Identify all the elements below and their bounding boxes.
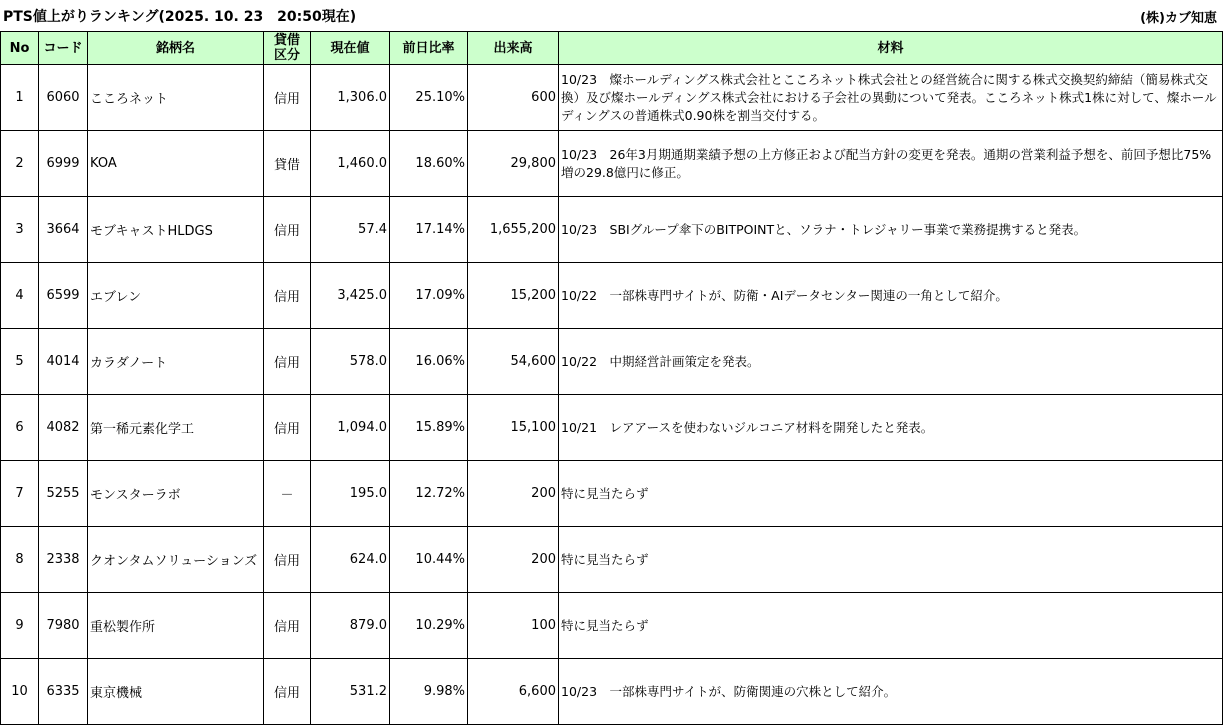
cell-price: 879.0 xyxy=(311,593,390,659)
table-row xyxy=(1,461,1223,527)
cell-note: 特に見当たらず xyxy=(559,593,1223,659)
col-header-code: コード xyxy=(39,32,88,65)
cell-kubun: 信用 xyxy=(264,65,311,131)
cell-note: 10/23 26年3月期通期業績予想の上方修正および配当方針の変更を発表。通期の営業利益予想を、前回予想比75%増の29.8億円に修正。 xyxy=(559,131,1223,197)
cell-code: 3664 xyxy=(39,197,88,263)
col-header-price: 現在値 xyxy=(311,32,390,65)
cell-kubun: 信用 xyxy=(264,527,311,593)
cell-name: 東京機械 xyxy=(88,659,264,725)
col-header-no: No xyxy=(1,32,39,65)
col-header-kubun-line2: 区分 xyxy=(273,48,300,63)
cell-price: 578.0 xyxy=(311,329,390,395)
cell-no: 6 xyxy=(1,395,39,461)
cell-no: 7 xyxy=(1,461,39,527)
table-row xyxy=(1,527,1223,593)
cell-name: モブキャストHLDGS xyxy=(88,197,264,263)
cell-name: 第一稀元素化学工 xyxy=(88,395,264,461)
cell-price: 57.4 xyxy=(311,197,390,263)
col-header-change: 前日比率 xyxy=(390,32,468,65)
cell-volume: 200 xyxy=(468,527,559,593)
page-title: PTS値上がりランキング(2025. 10. 23 20:50現在) xyxy=(3,9,357,25)
cell-note: 特に見当たらず xyxy=(559,527,1223,593)
cell-note: 特に見当たらず xyxy=(559,461,1223,527)
cell-name: 重松製作所 xyxy=(88,593,264,659)
col-header-volume: 出来高 xyxy=(468,32,559,65)
table-row xyxy=(1,197,1223,263)
cell-change: 12.72% xyxy=(390,461,468,527)
cell-name: エブレン xyxy=(88,263,264,329)
cell-kubun: 信用 xyxy=(264,659,311,725)
cell-kubun: 信用 xyxy=(264,263,311,329)
cell-name: こころネット xyxy=(88,65,264,131)
cell-no: 8 xyxy=(1,527,39,593)
cell-change: 25.10% xyxy=(390,65,468,131)
cell-name: クオンタムソリューションズ xyxy=(88,527,264,593)
cell-change: 17.14% xyxy=(390,197,468,263)
cell-price: 624.0 xyxy=(311,527,390,593)
table-row xyxy=(1,65,1223,131)
cell-kubun: 信用 xyxy=(264,593,311,659)
cell-price: 3,425.0 xyxy=(311,263,390,329)
cell-no: 5 xyxy=(1,329,39,395)
col-header-name: 銘柄名 xyxy=(88,32,264,65)
cell-volume: 6,600 xyxy=(468,659,559,725)
cell-code: 7980 xyxy=(39,593,88,659)
cell-volume: 15,200 xyxy=(468,263,559,329)
col-header-kubun xyxy=(264,32,311,65)
col-header-kubun-line1: 貸借 xyxy=(273,33,300,48)
cell-kubun: 信用 xyxy=(264,395,311,461)
cell-note: 10/22 中期経営計画策定を発表。 xyxy=(559,329,1223,395)
cell-code: 4082 xyxy=(39,395,88,461)
cell-kubun: 信用 xyxy=(264,329,311,395)
cell-change: 10.29% xyxy=(390,593,468,659)
cell-code: 6999 xyxy=(39,131,88,197)
cell-code: 5255 xyxy=(39,461,88,527)
cell-no: 3 xyxy=(1,197,39,263)
table-row xyxy=(1,659,1223,725)
cell-name: モンスターラボ xyxy=(88,461,264,527)
cell-change: 15.89% xyxy=(390,395,468,461)
cell-no: 9 xyxy=(1,593,39,659)
cell-volume: 29,800 xyxy=(468,131,559,197)
table-row xyxy=(1,131,1223,197)
cell-kubun: 貸借 xyxy=(264,131,311,197)
cell-note: 10/23 一部株専門サイトが、防衛関連の穴株として紹介。 xyxy=(559,659,1223,725)
cell-change: 9.98% xyxy=(390,659,468,725)
cell-price: 531.2 xyxy=(311,659,390,725)
company-name: (株)カブ知恵 xyxy=(1140,11,1217,26)
cell-kubun: 信用 xyxy=(264,197,311,263)
cell-no: 4 xyxy=(1,263,39,329)
ranking-table xyxy=(0,31,1223,725)
cell-no: 2 xyxy=(1,131,39,197)
cell-volume: 54,600 xyxy=(468,329,559,395)
cell-price: 1,460.0 xyxy=(311,131,390,197)
cell-price: 1,306.0 xyxy=(311,65,390,131)
table-row xyxy=(1,329,1223,395)
cell-change: 18.60% xyxy=(390,131,468,197)
cell-change: 16.06% xyxy=(390,329,468,395)
table-row xyxy=(1,593,1223,659)
cell-volume: 15,100 xyxy=(468,395,559,461)
cell-no: 10 xyxy=(1,659,39,725)
cell-price: 1,094.0 xyxy=(311,395,390,461)
cell-code: 6335 xyxy=(39,659,88,725)
cell-note: 10/23 燦ホールディングス株式会社とこころネット株式会社との経営統合に関する株式交換契約締結（簡易株式交換）及び燦ホールディングス株式会社における子会社の異動について発表。こころネット株式1株に対して、燦ホールディングスの普通株式0.90株を割当交付する。 xyxy=(559,65,1223,131)
cell-name: カラダノート xyxy=(88,329,264,395)
table-row xyxy=(1,263,1223,329)
cell-kubun: － xyxy=(264,461,311,527)
cell-code: 6599 xyxy=(39,263,88,329)
cell-volume: 100 xyxy=(468,593,559,659)
cell-volume: 600 xyxy=(468,65,559,131)
cell-change: 17.09% xyxy=(390,263,468,329)
cell-note: 10/23 SBIグループ傘下のBITPOINTと、ソラナ・トレジャリー事業で業務提携すると発表。 xyxy=(559,197,1223,263)
cell-code: 4014 xyxy=(39,329,88,395)
cell-note: 10/21 レアアースを使わないジルコニア材料を開発したと発表。 xyxy=(559,395,1223,461)
cell-volume: 1,655,200 xyxy=(468,197,559,263)
header-row xyxy=(1,32,1223,65)
cell-code: 6060 xyxy=(39,65,88,131)
cell-change: 10.44% xyxy=(390,527,468,593)
cell-code: 2338 xyxy=(39,527,88,593)
col-header-note: 材料 xyxy=(559,32,1223,65)
table-row xyxy=(1,395,1223,461)
cell-volume: 200 xyxy=(468,461,559,527)
title-row xyxy=(0,0,1223,31)
cell-price: 195.0 xyxy=(311,461,390,527)
cell-no: 1 xyxy=(1,65,39,131)
cell-name: KOA xyxy=(88,131,264,197)
cell-note: 10/22 一部株専門サイトが、防衛・AIデータセンター関連の一角として紹介。 xyxy=(559,263,1223,329)
